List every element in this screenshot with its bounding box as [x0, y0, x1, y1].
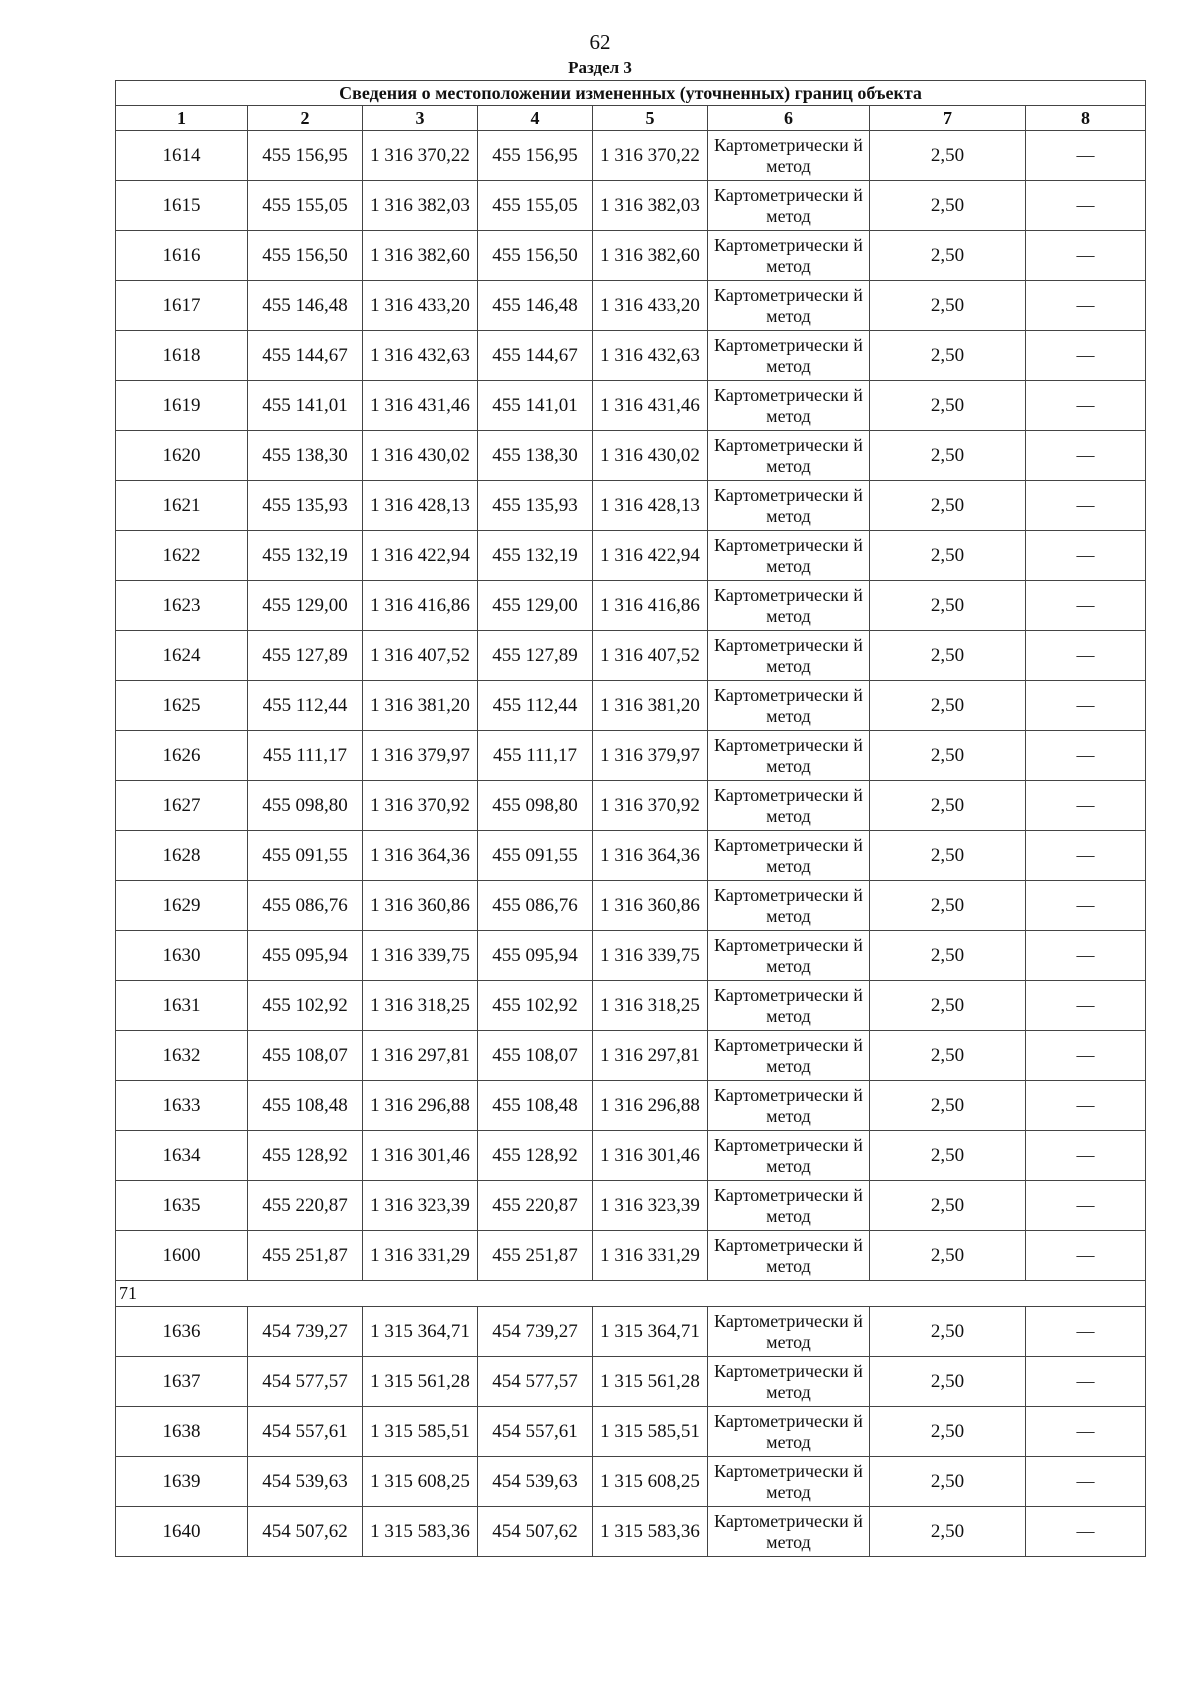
x-new-cell: 455 132,19 — [478, 531, 593, 581]
note-cell: — — [1026, 1457, 1146, 1507]
column-number: 3 — [363, 106, 478, 131]
note-cell: — — [1026, 831, 1146, 881]
table-body — [116, 131, 1146, 1557]
method-cell: Картометрически й метод — [708, 281, 870, 331]
method-cell: Картометрически й метод — [708, 1357, 870, 1407]
note-cell: — — [1026, 881, 1146, 931]
accuracy-cell: 2,50 — [870, 1457, 1026, 1507]
x-new-cell: 455 144,67 — [478, 331, 593, 381]
table-row — [116, 1181, 1146, 1231]
x-new-cell: 455 251,87 — [478, 1231, 593, 1281]
method-cell: Картометрически й метод — [708, 181, 870, 231]
y-new-cell: 1 315 561,28 — [593, 1357, 708, 1407]
x-new-cell: 455 128,92 — [478, 1131, 593, 1181]
accuracy-cell: 2,50 — [870, 181, 1026, 231]
note-cell: — — [1026, 581, 1146, 631]
accuracy-cell: 2,50 — [870, 831, 1026, 881]
y-new-cell: 1 316 370,92 — [593, 781, 708, 831]
table-row — [116, 1131, 1146, 1181]
y-new-cell: 1 316 416,86 — [593, 581, 708, 631]
x-old-cell: 455 086,76 — [248, 881, 363, 931]
table-row — [116, 731, 1146, 781]
point-number-cell: 1639 — [116, 1457, 248, 1507]
table-row — [116, 1407, 1146, 1457]
note-cell: — — [1026, 931, 1146, 981]
point-number-cell: 1614 — [116, 131, 248, 181]
y-old-cell: 1 316 370,92 — [363, 781, 478, 831]
y-old-cell: 1 315 364,71 — [363, 1307, 478, 1357]
x-old-cell: 455 111,17 — [248, 731, 363, 781]
accuracy-cell: 2,50 — [870, 1131, 1026, 1181]
table-row — [116, 431, 1146, 481]
y-new-cell: 1 316 407,52 — [593, 631, 708, 681]
accuracy-cell: 2,50 — [870, 1231, 1026, 1281]
accuracy-cell: 2,50 — [870, 1081, 1026, 1131]
method-cell: Картометрически й метод — [708, 1307, 870, 1357]
y-new-cell: 1 316 382,03 — [593, 181, 708, 231]
accuracy-cell: 2,50 — [870, 581, 1026, 631]
column-number: 7 — [870, 106, 1026, 131]
method-cell: Картометрически й метод — [708, 581, 870, 631]
table-row — [116, 381, 1146, 431]
method-cell: Картометрически й метод — [708, 231, 870, 281]
x-new-cell: 455 108,07 — [478, 1031, 593, 1081]
method-cell: Картометрически й метод — [708, 1181, 870, 1231]
y-old-cell: 1 316 296,88 — [363, 1081, 478, 1131]
y-new-cell: 1 316 296,88 — [593, 1081, 708, 1131]
method-cell: Картометрически й метод — [708, 731, 870, 781]
method-cell: Картометрически й метод — [708, 1131, 870, 1181]
y-old-cell: 1 316 360,86 — [363, 881, 478, 931]
point-number-cell: 1633 — [116, 1081, 248, 1131]
x-new-cell: 454 539,63 — [478, 1457, 593, 1507]
x-new-cell: 455 111,17 — [478, 731, 593, 781]
note-cell: — — [1026, 1407, 1146, 1457]
y-old-cell: 1 315 608,25 — [363, 1457, 478, 1507]
y-old-cell: 1 316 430,02 — [363, 431, 478, 481]
method-cell: Картометрически й метод — [708, 631, 870, 681]
point-number-cell: 1626 — [116, 731, 248, 781]
y-old-cell: 1 315 585,51 — [363, 1407, 478, 1457]
x-new-cell: 455 102,92 — [478, 981, 593, 1031]
point-number-cell: 1632 — [116, 1031, 248, 1081]
point-number-cell: 1617 — [116, 281, 248, 331]
y-new-cell: 1 316 428,13 — [593, 481, 708, 531]
accuracy-cell: 2,50 — [870, 731, 1026, 781]
method-cell: Картометрически й метод — [708, 781, 870, 831]
y-new-cell: 1 315 583,36 — [593, 1507, 708, 1557]
accuracy-cell: 2,50 — [870, 931, 1026, 981]
x-new-cell: 455 086,76 — [478, 881, 593, 931]
y-new-cell: 1 316 379,97 — [593, 731, 708, 781]
x-old-cell: 455 135,93 — [248, 481, 363, 531]
x-new-cell: 455 146,48 — [478, 281, 593, 331]
x-new-cell: 455 220,87 — [478, 1181, 593, 1231]
x-new-cell: 454 557,61 — [478, 1407, 593, 1457]
point-number-cell: 1621 — [116, 481, 248, 531]
y-old-cell: 1 315 583,36 — [363, 1507, 478, 1557]
note-cell: — — [1026, 281, 1146, 331]
x-old-cell: 455 155,05 — [248, 181, 363, 231]
point-number-cell: 1600 — [116, 1231, 248, 1281]
note-cell: — — [1026, 1131, 1146, 1181]
x-new-cell: 455 127,89 — [478, 631, 593, 681]
note-cell: — — [1026, 531, 1146, 581]
x-old-cell: 454 577,57 — [248, 1357, 363, 1407]
point-number-cell: 1622 — [116, 531, 248, 581]
y-new-cell: 1 315 364,71 — [593, 1307, 708, 1357]
point-number-cell: 1623 — [116, 581, 248, 631]
accuracy-cell: 2,50 — [870, 1507, 1026, 1557]
y-new-cell: 1 316 433,20 — [593, 281, 708, 331]
point-number-cell: 1627 — [116, 781, 248, 831]
table-row — [116, 1457, 1146, 1507]
x-new-cell: 455 129,00 — [478, 581, 593, 631]
accuracy-cell: 2,50 — [870, 1307, 1026, 1357]
accuracy-cell: 2,50 — [870, 781, 1026, 831]
x-old-cell: 455 220,87 — [248, 1181, 363, 1231]
x-new-cell: 455 135,93 — [478, 481, 593, 531]
group-label: 71 — [116, 1281, 1146, 1307]
table-row — [116, 831, 1146, 881]
y-new-cell: 1 316 301,46 — [593, 1131, 708, 1181]
note-cell: — — [1026, 381, 1146, 431]
table-row — [116, 681, 1146, 731]
accuracy-cell: 2,50 — [870, 531, 1026, 581]
method-cell: Картометрически й метод — [708, 681, 870, 731]
y-old-cell: 1 316 382,03 — [363, 181, 478, 231]
y-old-cell: 1 316 433,20 — [363, 281, 478, 331]
point-number-cell: 1625 — [116, 681, 248, 731]
column-number: 5 — [593, 106, 708, 131]
y-new-cell: 1 316 370,22 — [593, 131, 708, 181]
y-new-cell: 1 316 297,81 — [593, 1031, 708, 1081]
note-cell: — — [1026, 181, 1146, 231]
column-number: 2 — [248, 106, 363, 131]
x-new-cell: 455 095,94 — [478, 931, 593, 981]
method-cell: Картометрически й метод — [708, 1407, 870, 1457]
accuracy-cell: 2,50 — [870, 681, 1026, 731]
table-row — [116, 1507, 1146, 1557]
boundary-table — [115, 80, 1146, 1557]
accuracy-cell: 2,50 — [870, 1407, 1026, 1457]
y-new-cell: 1 315 608,25 — [593, 1457, 708, 1507]
x-old-cell: 455 138,30 — [248, 431, 363, 481]
y-old-cell: 1 316 339,75 — [363, 931, 478, 981]
y-new-cell: 1 316 381,20 — [593, 681, 708, 731]
point-number-cell: 1618 — [116, 331, 248, 381]
method-cell: Картометрически й метод — [708, 481, 870, 531]
x-old-cell: 455 156,50 — [248, 231, 363, 281]
table-row — [116, 231, 1146, 281]
table-row — [116, 931, 1146, 981]
table-row — [116, 981, 1146, 1031]
x-new-cell: 455 108,48 — [478, 1081, 593, 1131]
x-new-cell: 455 091,55 — [478, 831, 593, 881]
column-number: 4 — [478, 106, 593, 131]
point-number-cell: 1624 — [116, 631, 248, 681]
y-old-cell: 1 316 381,20 — [363, 681, 478, 731]
x-old-cell: 455 251,87 — [248, 1231, 363, 1281]
column-number: 6 — [708, 106, 870, 131]
y-new-cell: 1 316 430,02 — [593, 431, 708, 481]
method-cell: Картометрически й метод — [708, 381, 870, 431]
x-old-cell: 455 095,94 — [248, 931, 363, 981]
method-cell: Картометрически й метод — [708, 831, 870, 881]
x-new-cell: 455 138,30 — [478, 431, 593, 481]
point-number-cell: 1616 — [116, 231, 248, 281]
table-row — [116, 1231, 1146, 1281]
note-cell: — — [1026, 681, 1146, 731]
note-cell: — — [1026, 431, 1146, 481]
method-cell: Картометрически й метод — [708, 331, 870, 381]
accuracy-cell: 2,50 — [870, 1181, 1026, 1231]
y-old-cell: 1 316 370,22 — [363, 131, 478, 181]
method-cell: Картометрически й метод — [708, 1231, 870, 1281]
y-old-cell: 1 316 323,39 — [363, 1181, 478, 1231]
method-cell: Картометрически й метод — [708, 1031, 870, 1081]
note-cell: — — [1026, 481, 1146, 531]
table-row — [116, 481, 1146, 531]
x-old-cell: 455 098,80 — [248, 781, 363, 831]
section-title: Раздел 3 — [568, 58, 632, 77]
column-number: 8 — [1026, 106, 1146, 131]
table-row — [116, 1081, 1146, 1131]
x-old-cell: 455 112,44 — [248, 681, 363, 731]
y-old-cell: 1 315 561,28 — [363, 1357, 478, 1407]
column-number-row — [116, 106, 1146, 131]
x-new-cell: 454 739,27 — [478, 1307, 593, 1357]
x-old-cell: 454 539,63 — [248, 1457, 363, 1507]
note-cell: — — [1026, 1031, 1146, 1081]
point-number-cell: 1640 — [116, 1507, 248, 1557]
table-row — [116, 1357, 1146, 1407]
table-row — [116, 281, 1146, 331]
table-row — [116, 881, 1146, 931]
point-number-cell: 1635 — [116, 1181, 248, 1231]
x-new-cell: 455 112,44 — [478, 681, 593, 731]
y-new-cell: 1 316 382,60 — [593, 231, 708, 281]
x-old-cell: 454 557,61 — [248, 1407, 363, 1457]
table-row — [116, 781, 1146, 831]
y-old-cell: 1 316 297,81 — [363, 1031, 478, 1081]
accuracy-cell: 2,50 — [870, 1357, 1026, 1407]
table-row — [116, 631, 1146, 681]
y-new-cell: 1 316 331,29 — [593, 1231, 708, 1281]
accuracy-cell: 2,50 — [870, 131, 1026, 181]
y-old-cell: 1 316 422,94 — [363, 531, 478, 581]
x-old-cell: 454 739,27 — [248, 1307, 363, 1357]
method-cell: Картометрически й метод — [708, 431, 870, 481]
point-number-cell: 1638 — [116, 1407, 248, 1457]
table-row — [116, 181, 1146, 231]
y-old-cell: 1 316 379,97 — [363, 731, 478, 781]
table-row — [116, 131, 1146, 181]
y-new-cell: 1 316 422,94 — [593, 531, 708, 581]
y-old-cell: 1 316 428,13 — [363, 481, 478, 531]
note-cell: — — [1026, 1081, 1146, 1131]
x-new-cell: 454 577,57 — [478, 1357, 593, 1407]
y-old-cell: 1 316 331,29 — [363, 1231, 478, 1281]
note-cell: — — [1026, 1357, 1146, 1407]
method-cell: Картометрически й метод — [708, 1081, 870, 1131]
y-new-cell: 1 316 339,75 — [593, 931, 708, 981]
x-new-cell: 455 156,50 — [478, 231, 593, 281]
accuracy-cell: 2,50 — [870, 331, 1026, 381]
table-row — [116, 531, 1146, 581]
table-row — [116, 1307, 1146, 1357]
note-cell: — — [1026, 781, 1146, 831]
point-number-cell: 1620 — [116, 431, 248, 481]
x-old-cell: 455 108,07 — [248, 1031, 363, 1081]
x-old-cell: 455 132,19 — [248, 531, 363, 581]
note-cell: — — [1026, 1307, 1146, 1357]
method-cell: Картометрически й метод — [708, 931, 870, 981]
y-new-cell: 1 316 431,46 — [593, 381, 708, 431]
y-old-cell: 1 316 318,25 — [363, 981, 478, 1031]
x-new-cell: 455 155,05 — [478, 181, 593, 231]
note-cell: — — [1026, 1231, 1146, 1281]
x-old-cell: 454 507,62 — [248, 1507, 363, 1557]
x-new-cell: 455 141,01 — [478, 381, 593, 431]
y-new-cell: 1 316 318,25 — [593, 981, 708, 1031]
accuracy-cell: 2,50 — [870, 281, 1026, 331]
accuracy-cell: 2,50 — [870, 881, 1026, 931]
y-old-cell: 1 316 432,63 — [363, 331, 478, 381]
accuracy-cell: 2,50 — [870, 481, 1026, 531]
method-cell: Картометрически й метод — [708, 131, 870, 181]
accuracy-cell: 2,50 — [870, 1031, 1026, 1081]
y-old-cell: 1 316 382,60 — [363, 231, 478, 281]
table-row — [116, 331, 1146, 381]
point-number-cell: 1628 — [116, 831, 248, 881]
point-number-cell: 1636 — [116, 1307, 248, 1357]
y-new-cell: 1 316 360,86 — [593, 881, 708, 931]
group-row — [116, 1281, 1146, 1307]
table-row — [116, 581, 1146, 631]
point-number-cell: 1631 — [116, 981, 248, 1031]
note-cell: — — [1026, 631, 1146, 681]
x-old-cell: 455 108,48 — [248, 1081, 363, 1131]
y-new-cell: 1 316 364,36 — [593, 831, 708, 881]
x-old-cell: 455 129,00 — [248, 581, 363, 631]
accuracy-cell: 2,50 — [870, 381, 1026, 431]
table-caption: Сведения о местоположении измененных (уточненных) границ объекта — [116, 81, 1146, 106]
method-cell: Картометрически й метод — [708, 981, 870, 1031]
method-cell: Картометрически й метод — [708, 1507, 870, 1557]
method-cell: Картометрически й метод — [708, 881, 870, 931]
point-number-cell: 1615 — [116, 181, 248, 231]
x-old-cell: 455 141,01 — [248, 381, 363, 431]
point-number-cell: 1630 — [116, 931, 248, 981]
y-old-cell: 1 316 407,52 — [363, 631, 478, 681]
point-number-cell: 1629 — [116, 881, 248, 931]
note-cell: — — [1026, 131, 1146, 181]
note-cell: — — [1026, 731, 1146, 781]
x-old-cell: 455 127,89 — [248, 631, 363, 681]
note-cell: — — [1026, 1507, 1146, 1557]
point-number-cell: 1619 — [116, 381, 248, 431]
y-old-cell: 1 316 431,46 — [363, 381, 478, 431]
note-cell: — — [1026, 981, 1146, 1031]
method-cell: Картометрически й метод — [708, 1457, 870, 1507]
y-old-cell: 1 316 301,46 — [363, 1131, 478, 1181]
point-number-cell: 1634 — [116, 1131, 248, 1181]
accuracy-cell: 2,50 — [870, 631, 1026, 681]
y-new-cell: 1 316 323,39 — [593, 1181, 708, 1231]
note-cell: — — [1026, 231, 1146, 281]
x-old-cell: 455 146,48 — [248, 281, 363, 331]
x-old-cell: 455 102,92 — [248, 981, 363, 1031]
column-number: 1 — [116, 106, 248, 131]
y-old-cell: 1 316 364,36 — [363, 831, 478, 881]
accuracy-cell: 2,50 — [870, 981, 1026, 1031]
x-old-cell: 455 091,55 — [248, 831, 363, 881]
x-new-cell: 454 507,62 — [478, 1507, 593, 1557]
y-new-cell: 1 315 585,51 — [593, 1407, 708, 1457]
point-number-cell: 1637 — [116, 1357, 248, 1407]
y-new-cell: 1 316 432,63 — [593, 331, 708, 381]
accuracy-cell: 2,50 — [870, 231, 1026, 281]
x-old-cell: 455 144,67 — [248, 331, 363, 381]
method-cell: Картометрически й метод — [708, 531, 870, 581]
x-old-cell: 455 156,95 — [248, 131, 363, 181]
y-old-cell: 1 316 416,86 — [363, 581, 478, 631]
x-old-cell: 455 128,92 — [248, 1131, 363, 1181]
x-new-cell: 455 098,80 — [478, 781, 593, 831]
note-cell: — — [1026, 331, 1146, 381]
table-row — [116, 1031, 1146, 1081]
note-cell: — — [1026, 1181, 1146, 1231]
accuracy-cell: 2,50 — [870, 431, 1026, 481]
page-number: 62 — [589, 30, 611, 54]
x-new-cell: 455 156,95 — [478, 131, 593, 181]
